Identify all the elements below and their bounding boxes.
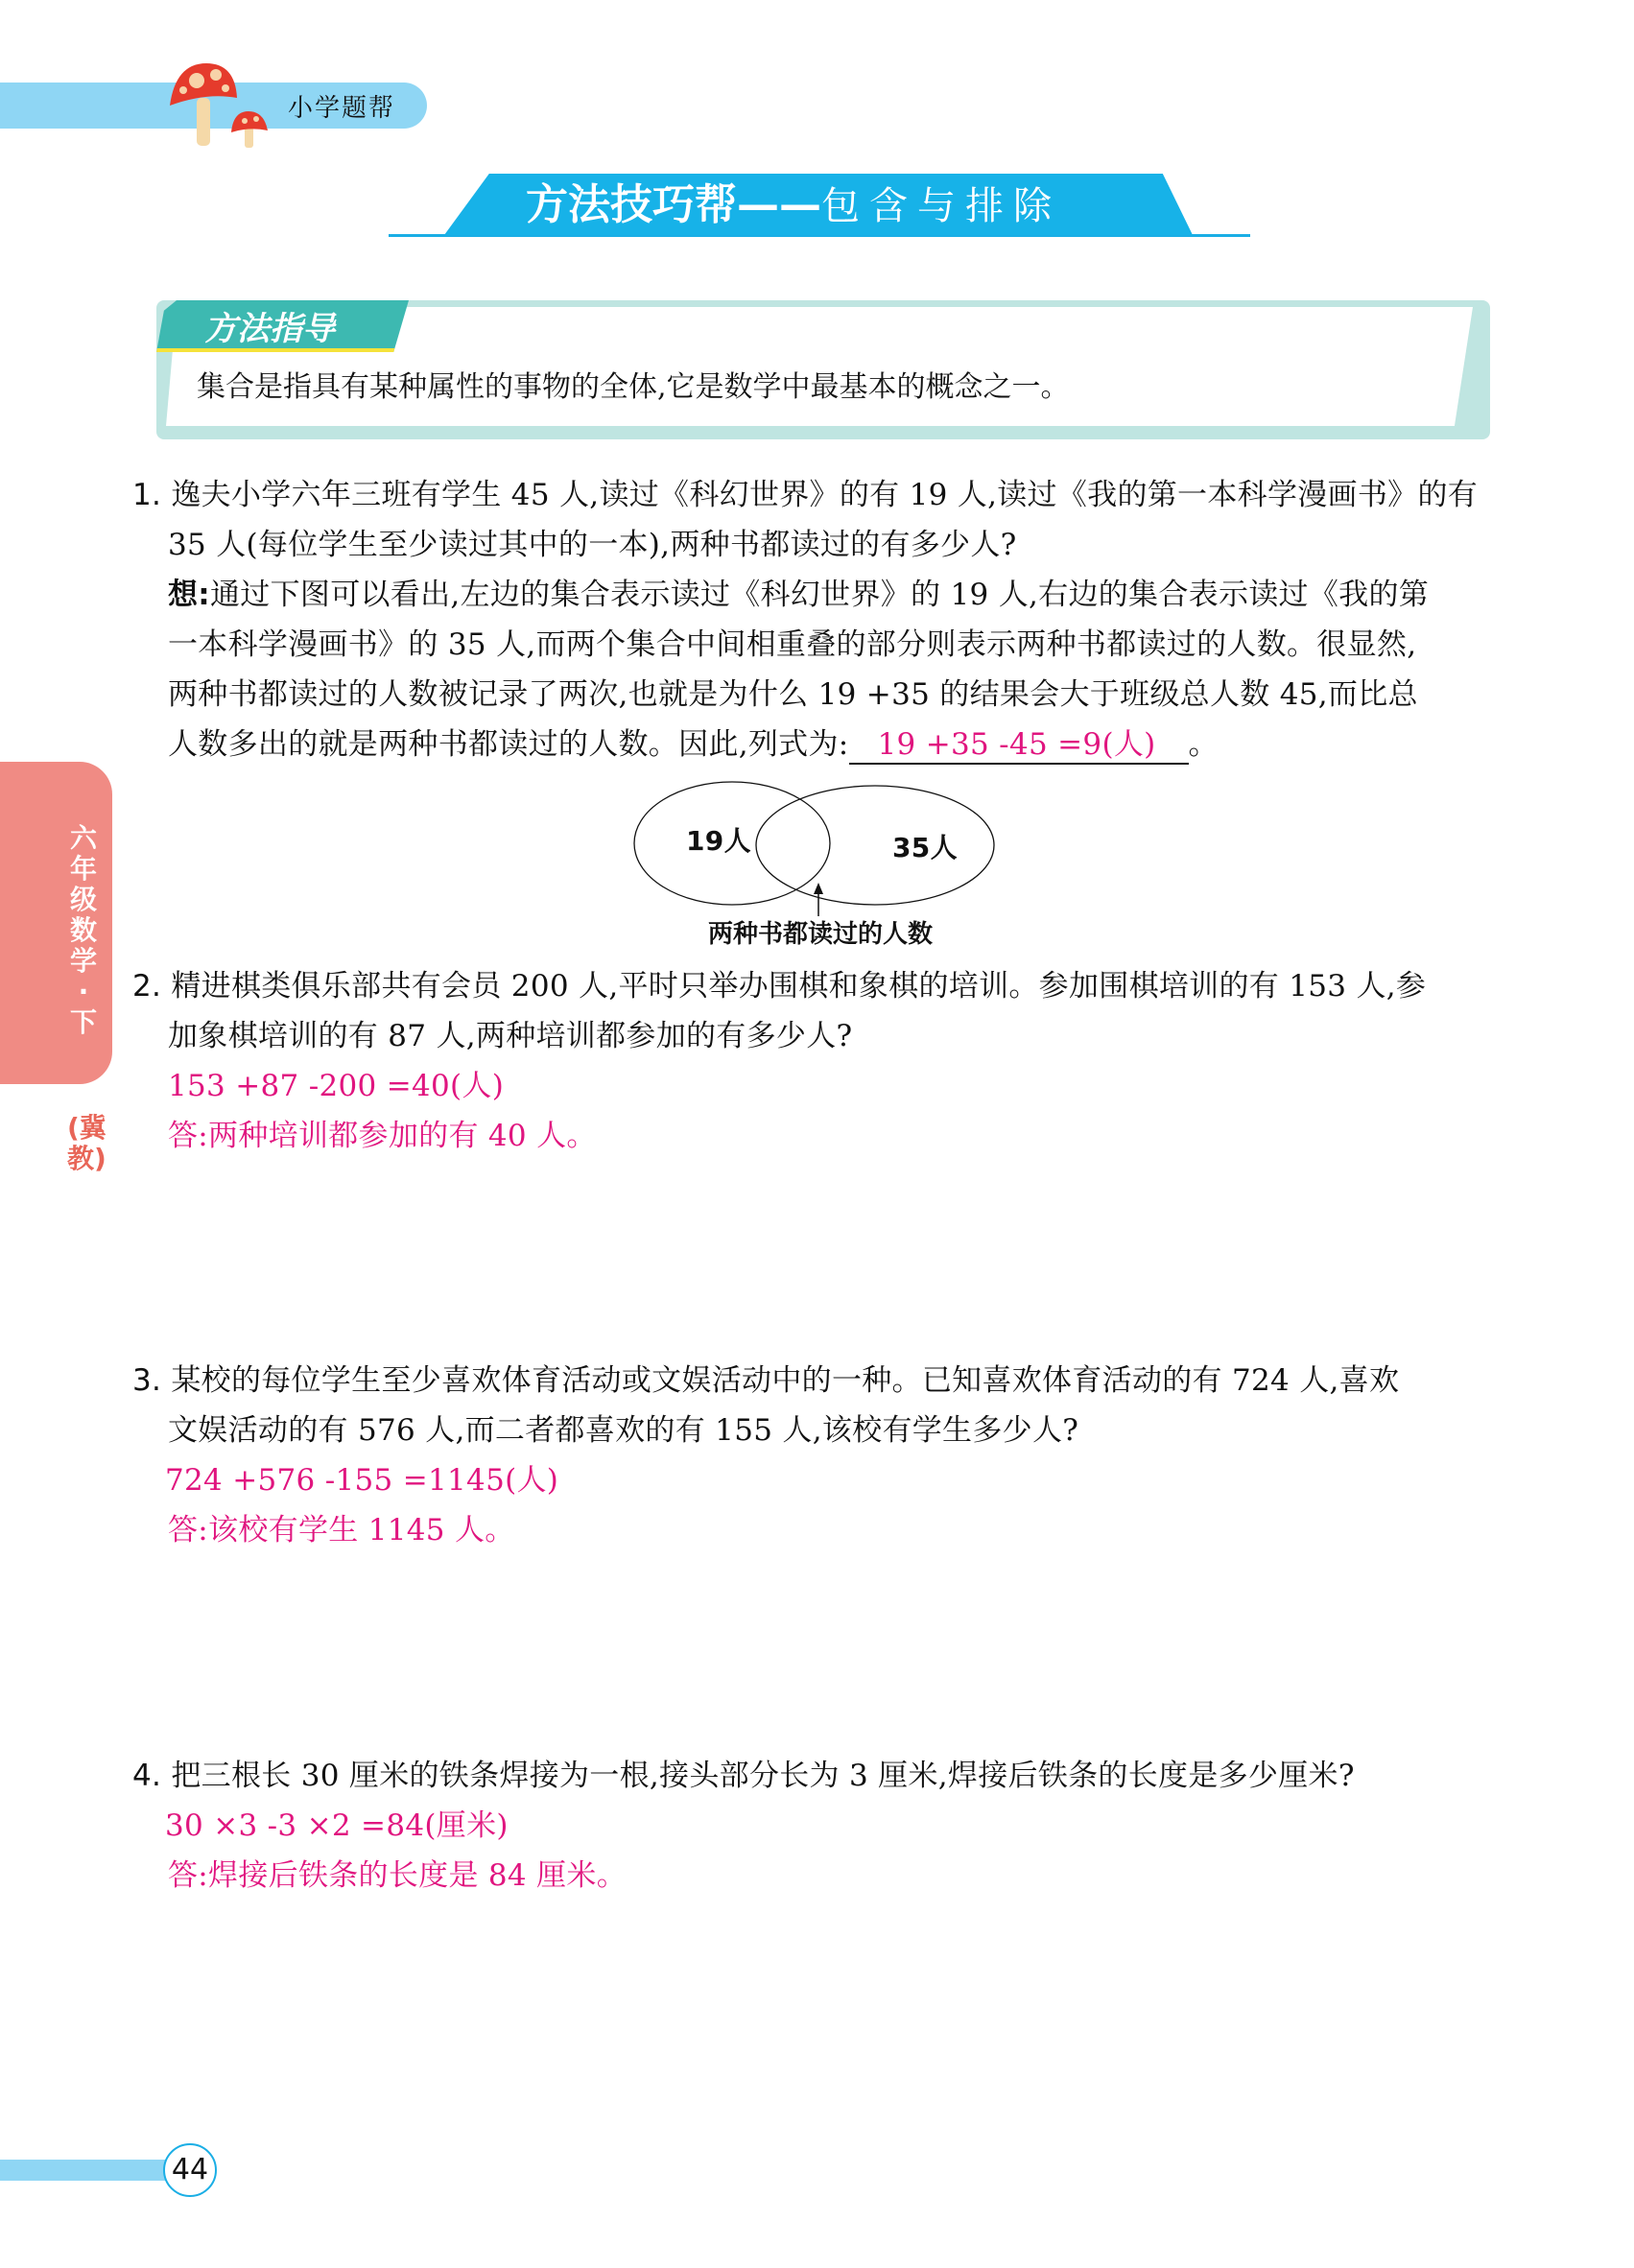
problem-1-think-line-4 xyxy=(168,720,1219,765)
problem-3-line-2: 文娱活动的有 576 人,而二者都喜欢的有 155 人,该校有学生多少人? xyxy=(168,1413,1079,1448)
page-number: 44 xyxy=(163,2143,217,2197)
title-main: 方法技巧帮 xyxy=(526,180,737,229)
problem-3-answer: 答:该校有学生 1145 人。 xyxy=(168,1513,515,1547)
footer-strip xyxy=(0,2160,173,2181)
problem-text: 逸夫小学六年三班有学生 45 人,读过《科幻世界》的有 19 人,读过《我的第一本科学漫画书》的有 xyxy=(171,478,1479,512)
problem-text: 某校的每位学生至少喜欢体育活动或文娱活动中的一种。已知喜欢体育活动的有 724 人,喜欢 xyxy=(171,1363,1400,1398)
brand-name: 小学题帮 xyxy=(288,94,396,123)
title-dash: —— xyxy=(737,180,821,229)
problem-number: 3. xyxy=(132,1363,162,1398)
page-title xyxy=(526,178,1061,232)
mushroom-icon xyxy=(168,59,273,148)
problem-number: 2. xyxy=(132,969,162,1004)
think-label: 想: xyxy=(168,578,210,612)
answer-blank: 19 +35 -45 =9(人) xyxy=(849,720,1189,765)
problem-2-equation: 153 +87 -200 =40(人) xyxy=(168,1069,505,1103)
problem-text: 精进棋类俱乐部共有会员 200 人,平时只举办围棋和象棋的培训。参加围棋培训的有 153 人,参 xyxy=(171,969,1427,1004)
problem-4-equation: 30 ×3 -3 ×2 =84(厘米) xyxy=(165,1808,509,1843)
problem-2-line-2: 加象棋培训的有 87 人,两种培训都参加的有多少人? xyxy=(168,1019,853,1053)
guide-tab-label: 方法指导 xyxy=(204,310,335,348)
think-text: 通过下图可以看出,左边的集合表示读过《科幻世界》的 19 人,右边的集合表示读过《我的第 xyxy=(210,578,1430,612)
problem-3-line-1 xyxy=(132,1356,1399,1399)
problem-3-equation: 724 +576 -155 =1145(人) xyxy=(165,1463,559,1498)
title-sub: 包含与排除 xyxy=(821,184,1061,228)
method-guide-box xyxy=(156,300,1490,439)
problem-1-think-line-3: 两种书都读过的人数被记录了两次,也就是为什么 19 +35 的结果会大于班级总人数 45,而比总 xyxy=(168,677,1418,712)
side-tab-edition: (冀教) xyxy=(67,1112,107,1174)
problem-4-line-1 xyxy=(132,1751,1355,1794)
problem-2-answer: 答:两种培训都参加的有 40 人。 xyxy=(168,1119,597,1153)
problem-1-line-1 xyxy=(132,470,1478,513)
venn-left-label: 19人 xyxy=(686,825,751,857)
problem-number: 1. xyxy=(132,478,162,512)
venn-caption: 两种书都读过的人数 xyxy=(708,920,934,949)
problem-2-line-1 xyxy=(132,961,1426,1004)
blank-suffix: 。 xyxy=(1188,727,1219,762)
problem-4-answer: 答:焊接后铁条的长度是 84 厘米。 xyxy=(168,1858,627,1893)
problem-number: 4. xyxy=(132,1759,162,1793)
venn-right-label: 35人 xyxy=(892,832,958,863)
problem-1-line-2: 35 人(每位学生至少读过其中的一本),两种书都读过的有多少人? xyxy=(168,528,1017,562)
problem-1-think-line-2: 一本科学漫画书》的 35 人,而两个集合中间相重叠的部分则表示两种书都读过的人数。很显然, xyxy=(168,627,1417,662)
problem-text: 把三根长 30 厘米的铁条焊接为一根,接头部分长为 3 厘米,焊接后铁条的长度是多少厘米? xyxy=(171,1759,1355,1793)
think-text: 人数多出的就是两种书都读过的人数。因此,列式为: xyxy=(168,727,849,762)
problem-1-think-line-1 xyxy=(168,570,1429,613)
guide-text: 集合是指具有某种属性的事物的全体,它是数学中最基本的概念之一。 xyxy=(197,370,1070,404)
side-tab-grade: 六年级数学·下 xyxy=(69,822,97,1038)
